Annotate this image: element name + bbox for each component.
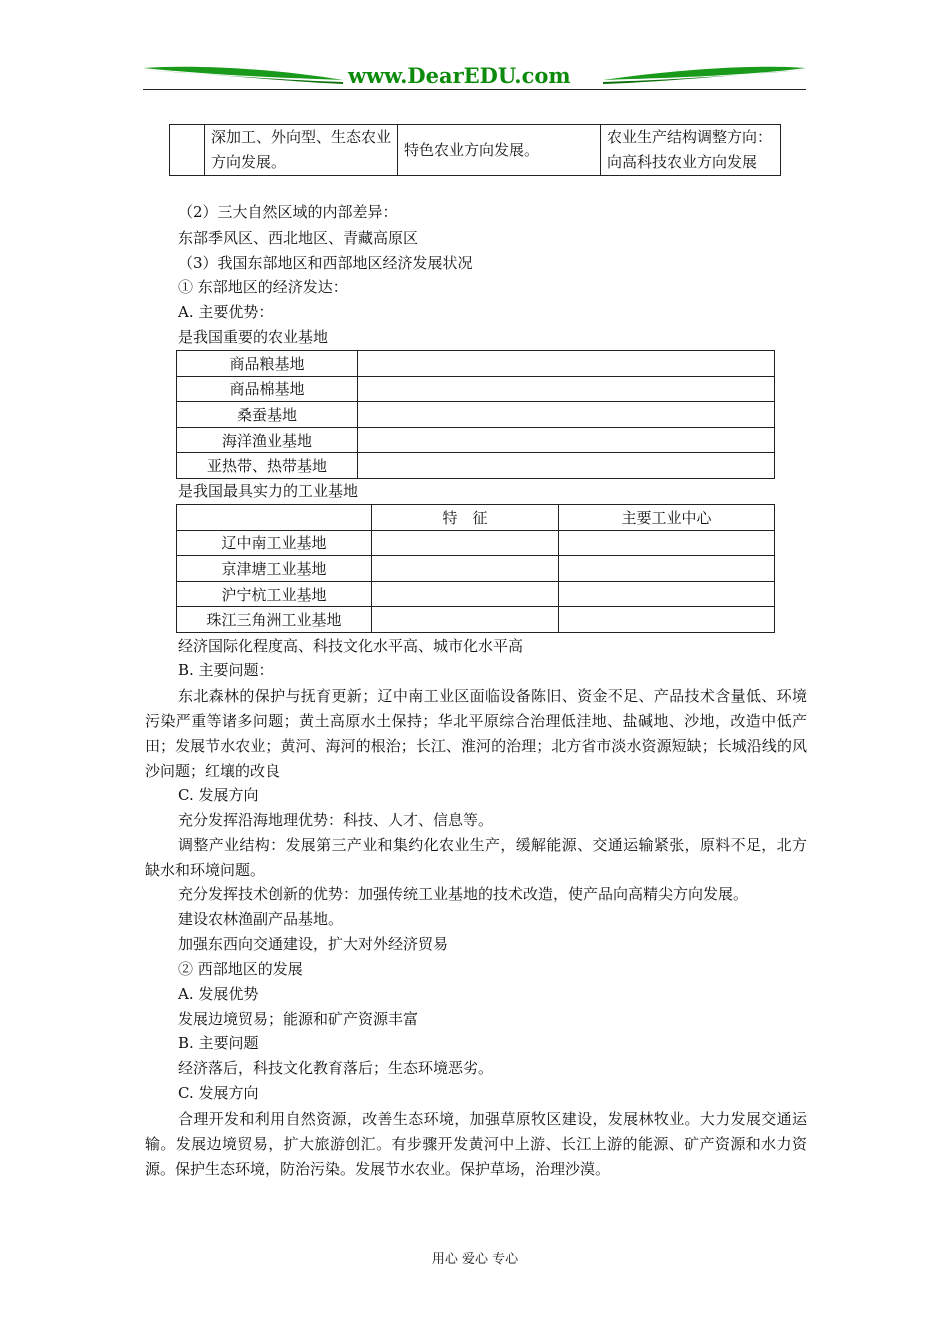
text-line: 充分发挥技术创新的优势：加强传统工业基地的技术改造，使产品向高精尖方向发展。 bbox=[178, 885, 749, 903]
paragraph: 调整产业结构：发展第三产业和集约化农业生产，缓解能源、交通运输紧张，原料不足，北方缺水和环境问题。 bbox=[145, 836, 807, 879]
table-cell bbox=[559, 556, 775, 582]
text-line: 是我国最具实力的工业基地 bbox=[178, 482, 359, 500]
table-cell: 沪宁杭工业基地 bbox=[177, 581, 372, 607]
table-cell bbox=[372, 581, 559, 607]
table-cell bbox=[559, 607, 775, 633]
text-line: 充分发挥沿海地理优势：科技、人才、信息等。 bbox=[178, 811, 494, 829]
table-row bbox=[177, 402, 775, 428]
table-cell bbox=[559, 530, 775, 556]
paragraph: 合理开发和利用自然资源，改善生态环境，加强草原牧区建设，发展林牧业。大力发展交通运输。发展边境贸易，扩大旅游创汇。有步骤开发黄河中上游、长江上游的能源、矿产资源和水力资源。保护生态环境，防治污染。发展节水农业。保护草场，治理沙漠。 bbox=[145, 1110, 807, 1178]
table-cell: 京津塘工业基地 bbox=[177, 556, 372, 582]
table-cell bbox=[358, 453, 775, 479]
text-line: A. 主要优势： bbox=[178, 303, 274, 321]
text-line: 加强东西向交通建设，扩大对外经济贸易 bbox=[178, 935, 449, 953]
section-heading: （2）三大自然区域的内部差异： bbox=[178, 203, 398, 221]
site-header bbox=[143, 60, 806, 92]
site-logo-text: www.DearEDU.com bbox=[348, 63, 571, 88]
text-line: C. 发展方向 bbox=[178, 1084, 259, 1102]
text-line: 是我国重要的农业基地 bbox=[178, 328, 329, 346]
text-line: B. 主要问题： bbox=[178, 661, 274, 679]
text-line: 经济落后，科技文化教育落后；生态环境恶劣。 bbox=[178, 1059, 494, 1077]
table-cell: 辽中南工业基地 bbox=[177, 530, 372, 556]
page-footer: 用心 爱心 专心 bbox=[431, 1252, 519, 1267]
table-cell: 珠江三角洲工业基地 bbox=[177, 607, 372, 633]
text-line: C. 发展方向 bbox=[178, 786, 259, 804]
text-line: ① 东部地区的经济发达： bbox=[178, 278, 348, 296]
table-cell: 亚热带、热带基地 bbox=[177, 453, 358, 479]
text-line: ② 西部地区的发展 bbox=[178, 960, 303, 978]
table-cell: 商品粮基地 bbox=[177, 351, 358, 377]
table-row bbox=[177, 556, 775, 582]
table-row bbox=[177, 427, 775, 453]
paragraph: 东北森林的保护与抚育更新；辽中南工业区面临设备陈旧、资金不足、产品技术含量低、环境污染严重等诸多问题；黄土高原水土保持；华北平原综合治理低洼地、盐碱地、沙地，改造中低产田；发展节水农业；黄河、海河的根治；长江、淮河的治理；北方省市淡水资源短缺；长城沿线的风沙问题；红壤的改良 bbox=[145, 687, 807, 780]
table-row bbox=[177, 453, 775, 479]
table-cell bbox=[372, 556, 559, 582]
table-header-cell: 主要工业中心 bbox=[559, 505, 775, 531]
text-line: 建设农林渔副产品基地。 bbox=[178, 910, 344, 928]
table-cell bbox=[358, 376, 775, 402]
table-cell: 海洋渔业基地 bbox=[177, 427, 358, 453]
text-line: B. 主要问题 bbox=[178, 1034, 259, 1052]
table-row bbox=[177, 376, 775, 402]
section-heading: （3）我国东部地区和西部地区经济发展状况 bbox=[178, 254, 473, 272]
table-cell bbox=[559, 581, 775, 607]
table-row bbox=[170, 125, 781, 176]
table-row bbox=[177, 581, 775, 607]
table-cell: 农业生产结构调整方向：向高科技农业方向发展 bbox=[601, 125, 781, 176]
text-line: 发展边境贸易；能源和矿产资源丰富 bbox=[178, 1010, 419, 1028]
table-cell: 深加工、外向型、生态农业方向发展。 bbox=[205, 125, 398, 176]
text-line: 东部季风区、西北地区、青藏高原区 bbox=[178, 229, 419, 247]
table-cell: 桑蚕基地 bbox=[177, 402, 358, 428]
table-cell: 特色农业方向发展。 bbox=[398, 125, 601, 176]
table-row bbox=[177, 530, 775, 556]
top-table bbox=[169, 124, 781, 176]
table-header-cell: 特 征 bbox=[372, 505, 559, 531]
table-row bbox=[177, 607, 775, 633]
text-line: 经济国际化程度高、科技文化水平高、城市化水平高 bbox=[178, 637, 524, 655]
table-cell bbox=[372, 607, 559, 633]
header-rule bbox=[143, 89, 806, 90]
table-cell bbox=[358, 351, 775, 377]
agri-base-table bbox=[176, 350, 775, 479]
table-cell: 商品棉基地 bbox=[177, 376, 358, 402]
table-cell bbox=[358, 427, 775, 453]
table-cell bbox=[358, 402, 775, 428]
table-cell bbox=[372, 530, 559, 556]
table-row bbox=[177, 351, 775, 377]
text-line: A. 发展优势 bbox=[178, 985, 259, 1003]
industrial-base-table bbox=[176, 504, 775, 633]
table-cell bbox=[170, 125, 205, 176]
table-header-cell bbox=[177, 505, 372, 531]
table-header-row bbox=[177, 505, 775, 531]
